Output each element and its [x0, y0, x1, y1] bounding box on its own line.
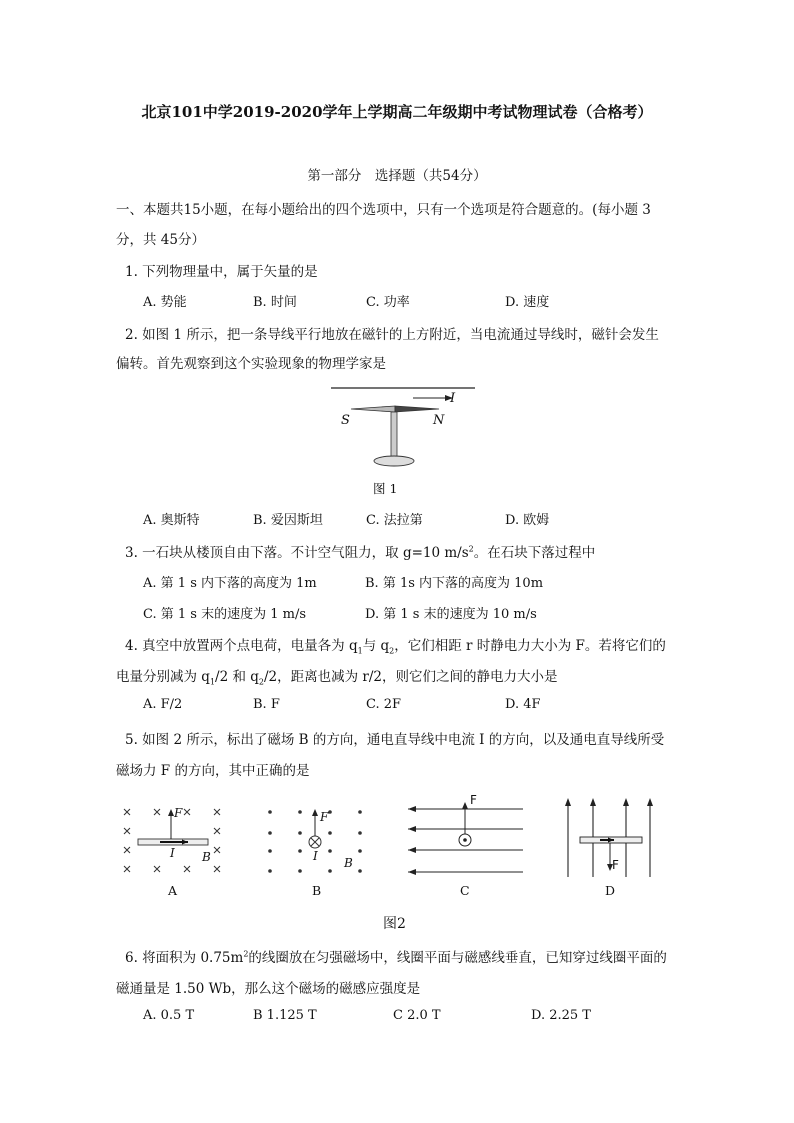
- q2-option-b: B. 爱因斯坦: [253, 513, 323, 528]
- fig2-panel-d-label: D: [605, 883, 616, 898]
- fig2a-label-current: I: [170, 846, 175, 860]
- q3-option-c: C. 第 1 s 末的速度为 1 m/s: [143, 607, 307, 622]
- figure-2-panel-a: [118, 795, 228, 880]
- fig2a-label-field: B: [202, 850, 211, 864]
- question-2-stem-line-1: 2. 如图 1 所示，把一条导线平行地放在磁针的上方附近，当电流通过导线时，磁针会发生: [125, 327, 659, 343]
- figure-1-label-current: I: [450, 391, 456, 406]
- question-4-stem-line-2: 电量分别减为 $q_1/2$ 和 $q_2/2$，距离也减为 r/2，则它们之间的静电力大小是: [116, 669, 558, 687]
- q4-option-b: B. F: [253, 697, 280, 712]
- question-5-stem-line-1: 5. 如图 2 所示，标出了磁场 B 的方向，通电直导线中电流 I 的方向，以及通电直导线所受: [125, 732, 665, 748]
- figure-1-label-n: N: [433, 413, 445, 428]
- section-heading: 第一部分 选择题（共54分）: [307, 168, 487, 184]
- q1-option-b: B. 时间: [253, 295, 297, 310]
- figure-2-panel-d: [560, 795, 660, 880]
- instructions-line-1: 一、本题共15小题，在每小题给出的四个选项中，只有一个选项是符合题意的。(每小题 3: [116, 202, 651, 218]
- figure-1-label-s: S: [341, 413, 350, 428]
- fig2b-label-current: I: [313, 849, 318, 863]
- q4-option-a: A. F/2: [143, 697, 183, 712]
- question-5-stem-line-2: 磁场力 F 的方向，其中正确的是: [116, 763, 310, 779]
- q6-option-b: B 1.125 T: [253, 1008, 317, 1023]
- figure-1-compass-wire: [325, 383, 485, 473]
- fig2a-label-force: F: [174, 806, 183, 820]
- q4-option-c: C. 2F: [366, 697, 402, 712]
- instructions-line-2: 分，共 45分）: [116, 232, 205, 248]
- figure-1-caption: 图 1: [373, 481, 398, 496]
- q1-option-a: A. 势能: [143, 295, 187, 310]
- q3-option-a: A. 第 1 s 内下落的高度为 1m: [143, 576, 317, 591]
- question-6-stem-line-2: 磁通量是 1.50 Wb，那么这个磁场的磁感应强度是: [116, 981, 421, 997]
- q2-option-d: D. 欧姆: [505, 513, 550, 528]
- q6-option-d: D. 2.25 T: [531, 1008, 591, 1023]
- q2-option-a: A. 奥斯特: [143, 513, 200, 528]
- q6-option-a: A. 0.5 T: [143, 1008, 195, 1023]
- question-2-stem-line-2: 偏转。首先观察到这个实验现象的物理学家是: [116, 356, 386, 372]
- fig2-panel-a-label: A: [168, 883, 178, 898]
- figure-2-panel-b: [262, 795, 372, 880]
- figure-2-panel-c: [405, 792, 525, 880]
- q1-option-c: C. 功率: [366, 295, 410, 310]
- q3-option-b: B. 第 1s 内下落的高度为 10m: [365, 576, 544, 591]
- fig2-panel-b-label: B: [312, 883, 322, 898]
- question-1-stem: 1. 下列物理量中，属于矢量的是: [125, 264, 318, 280]
- q3-option-d: D. 第 1 s 末的速度为 10 m/s: [365, 607, 537, 622]
- fig2d-label-force: F: [612, 858, 619, 872]
- fig2-panel-c-label: C: [460, 883, 470, 898]
- figure-2-caption: 图2: [383, 916, 406, 932]
- question-3-stem: 3. 一石块从楼顶自由下落。不计空气阻力，取 g=10 $m/s^2$。在石块下落过程中: [125, 544, 596, 561]
- fig2b-label-field: B: [344, 856, 353, 870]
- page-title: 北京101中学2019-2020学年上学期高二年级期中考试物理试卷（合格考）: [141, 103, 653, 121]
- q1-option-d: D. 速度: [505, 295, 550, 310]
- q6-option-c: C 2.0 T: [393, 1008, 441, 1023]
- question-6-stem-line-1: 6. 将面积为 $0.75m^2$的线圈放在匀强磁场中，线圈平面与磁感线垂直，已知穿过线圈平面的: [125, 949, 667, 966]
- q2-option-c: C. 法拉第: [366, 513, 423, 528]
- fig2c-label-force: F: [470, 793, 477, 807]
- fig2b-label-force: F: [320, 810, 329, 824]
- q4-option-d: D. 4F: [505, 697, 541, 712]
- question-4-stem-line-1: 4. 真空中放置两个点电荷，电量各为 $q_1$与 $q_2$，它们相距 r 时静电力大小为 F。若将它们的: [125, 638, 666, 656]
